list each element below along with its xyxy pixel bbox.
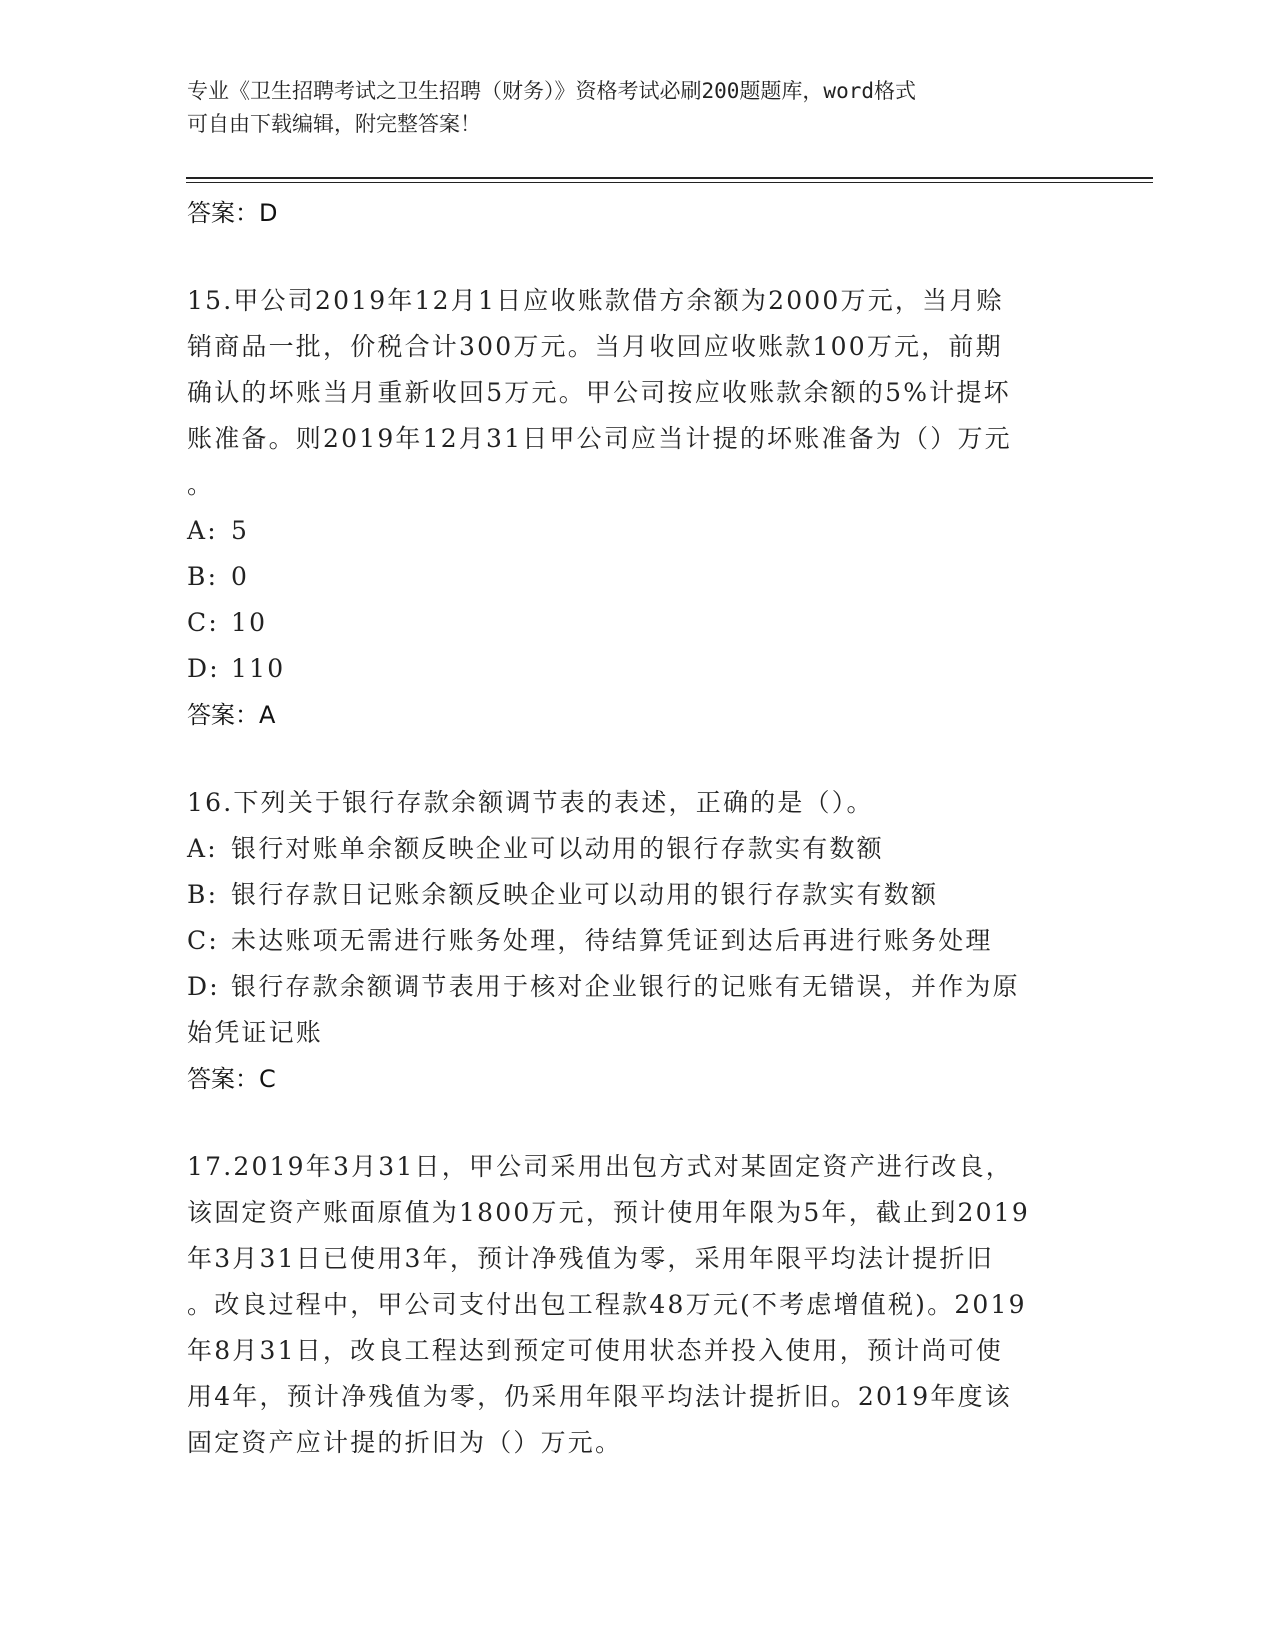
option-text: 110 — [231, 654, 286, 683]
previous-answer: 答案：D — [187, 199, 278, 227]
option-c — [187, 918, 1087, 964]
option-letter: D: — [187, 972, 220, 1001]
question-stem — [187, 780, 1087, 826]
stem-line: 15.甲公司2019年12月1日应收账款借方余额为2000万元，当月赊 — [187, 286, 1004, 315]
option-text: 银行存款余额调节表用于核对企业银行的记账有无错误，并作为原 — [231, 972, 1020, 1001]
answer-16: 答案：C — [187, 1065, 276, 1093]
question-17 — [187, 1144, 1087, 1466]
answer-15: 答案：A — [187, 701, 276, 729]
option-text: 银行存款日记账余额反映企业可以动用的银行存款实有数额 — [231, 880, 939, 909]
stem-line: 年8月31日，改良工程达到预定可使用状态并投入使用，预计尚可使 — [187, 1336, 1003, 1365]
stem-line: 用4年，预计净残值为零，仍采用年限平均法计提折旧。2019年度该 — [187, 1382, 1012, 1411]
option-c — [187, 600, 1087, 646]
question-stem — [187, 1144, 1087, 1466]
option-letter: D: — [187, 654, 220, 683]
stem-line: 账准备。则2019年12月31日甲公司应当计提的坏账准备为（）万元 — [187, 424, 1012, 453]
question-16 — [187, 780, 1087, 1102]
option-letter: B: — [187, 880, 219, 909]
option-letter: C: — [187, 608, 219, 637]
stem-line: 固定资产应计提的折旧为（）万元。 — [187, 1428, 623, 1457]
option-text: 0 — [231, 562, 250, 591]
option-b — [187, 554, 1087, 600]
header-line-2: 可自由下载编辑，附完整答案！ — [187, 112, 481, 136]
stem-line: 该固定资产账面原值为1800万元，预计使用年限为5年，截止到2019 — [187, 1198, 1030, 1227]
stem-line: 17.2019年3月31日，甲公司采用出包方式对某固定资产进行改良， — [187, 1152, 1013, 1181]
stem-line: 。改良过程中，甲公司支付出包工程款48万元(不考虑增值税)。2019 — [187, 1290, 1027, 1319]
document-body — [187, 190, 1087, 1466]
question-15 — [187, 278, 1087, 738]
header-rule-thick — [186, 177, 1153, 179]
stem-line: 销商品一批，价税合计300万元。当月收回应收账款100万元，前期 — [187, 332, 1003, 361]
option-letter: A: — [187, 834, 218, 863]
stem-line: 年3月31日已使用3年，预计净残值为零，采用年限平均法计提折旧 — [187, 1244, 994, 1273]
option-letter: A: — [187, 516, 218, 545]
option-text: 5 — [231, 516, 250, 545]
option-d-continuation: 始凭证记账 — [187, 1018, 324, 1047]
option-a — [187, 826, 1087, 872]
option-text: 银行对账单余额反映企业可以动用的银行存款实有数额 — [231, 834, 884, 863]
document-header — [187, 75, 1087, 141]
option-a — [187, 508, 1087, 554]
header-line-1: 专业《卫生招聘考试之卫生招聘（财务）》资格考试必刷200题题库，word格式 — [187, 79, 916, 103]
stem-line: 16.下列关于银行存款余额调节表的表述，正确的是（）。 — [187, 788, 874, 817]
option-letter: C: — [187, 926, 219, 955]
stem-line: 确认的坏账当月重新收回5万元。甲公司按应收账款余额的5%计提坏 — [187, 378, 1011, 407]
option-text: 10 — [231, 608, 268, 637]
option-b — [187, 872, 1087, 918]
stem-tail: 。 — [187, 470, 213, 499]
option-d — [187, 646, 1087, 692]
option-text: 未达账项无需进行账务处理，待结算凭证到达后再进行账务处理 — [231, 926, 993, 955]
option-letter: B: — [187, 562, 219, 591]
question-stem — [187, 278, 1087, 462]
header-rule-thin — [186, 182, 1153, 183]
option-d — [187, 964, 1087, 1010]
